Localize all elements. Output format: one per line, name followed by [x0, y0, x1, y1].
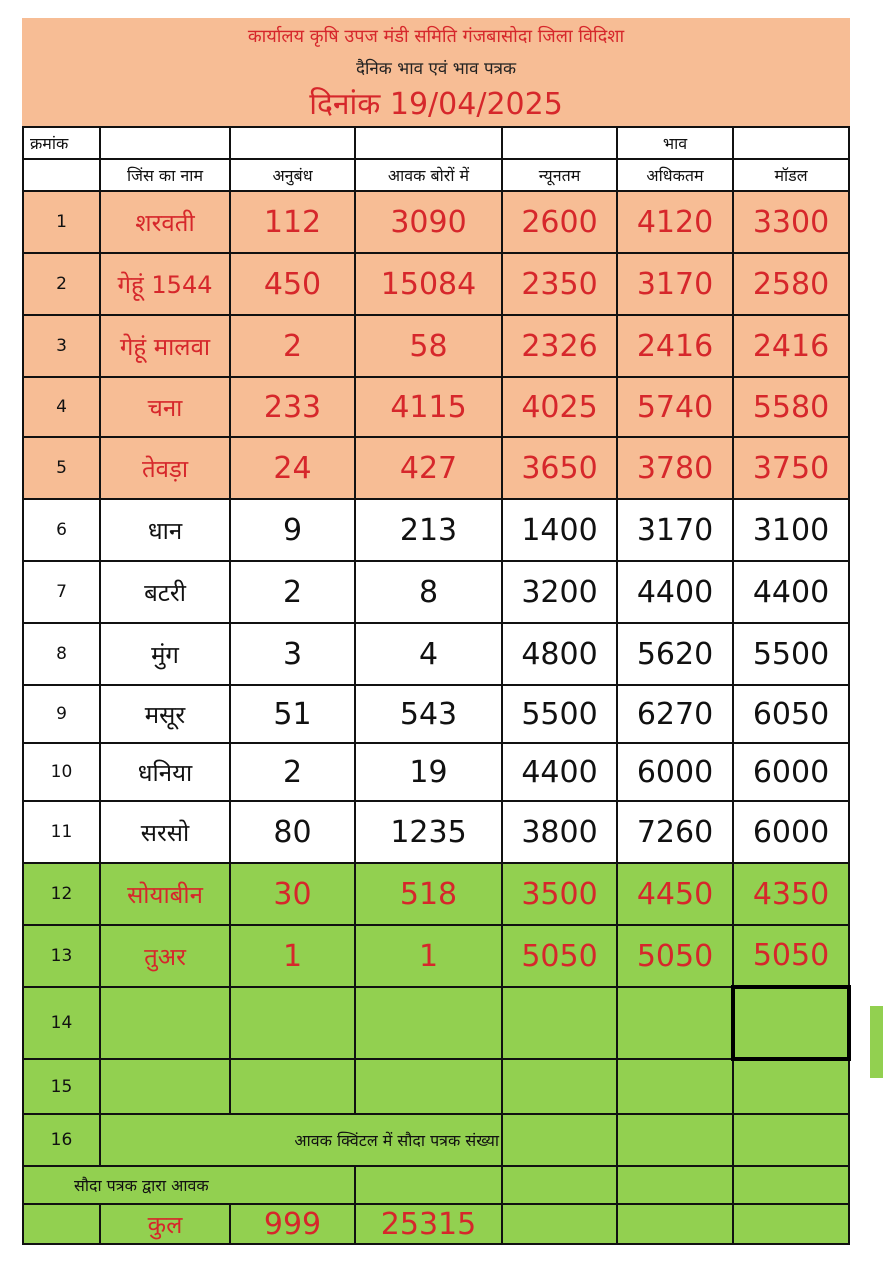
- min-price-cell: 2350: [502, 253, 617, 315]
- total-contract: 999: [230, 1204, 355, 1244]
- commodity-name-cell: गेहूं 1544: [100, 253, 230, 315]
- empty-cell: [355, 987, 502, 1059]
- contract-cell: 233: [230, 377, 355, 437]
- contract-cell: 9: [230, 499, 355, 561]
- col-arrival-header: आवक बोरों में: [355, 159, 502, 191]
- model-price-cell: 5500: [733, 623, 849, 685]
- contract-cell: 2: [230, 743, 355, 801]
- max-price-cell: 5620: [617, 623, 733, 685]
- empty-cell: [733, 1114, 849, 1166]
- max-price-cell: 3170: [617, 253, 733, 315]
- contract-cell: 24: [230, 437, 355, 499]
- commodity-name-cell: मुंग: [100, 623, 230, 685]
- max-price-cell: 6270: [617, 685, 733, 743]
- contract-cell: 80: [230, 801, 355, 863]
- empty-cell: [502, 1114, 617, 1166]
- contract-cell: 450: [230, 253, 355, 315]
- max-price-cell: 5050: [617, 925, 733, 987]
- empty-cell: [617, 1166, 733, 1204]
- commodity-name-cell: चना: [100, 377, 230, 437]
- arrival-cell: 4: [355, 623, 502, 685]
- model-price-cell: 3750: [733, 437, 849, 499]
- model-price-cell: 4400: [733, 561, 849, 623]
- arrival-cell: 427: [355, 437, 502, 499]
- min-price-cell: 5500: [502, 685, 617, 743]
- serial-cell: 1: [23, 191, 100, 253]
- total-row: [23, 1204, 849, 1244]
- table-row: [23, 743, 849, 801]
- contract-cell: 2: [230, 315, 355, 377]
- col-max-header: अधिकतम: [617, 159, 733, 191]
- table-row: [23, 561, 849, 623]
- min-price-cell: 3500: [502, 863, 617, 925]
- empty-cell: [355, 1059, 502, 1114]
- min-price-cell: 2600: [502, 191, 617, 253]
- model-price-cell: 2580: [733, 253, 849, 315]
- table-row: [23, 863, 849, 925]
- model-price-cell: 6000: [733, 801, 849, 863]
- empty-cell: [502, 987, 617, 1059]
- arrival-cell: 19: [355, 743, 502, 801]
- arrival-cell: 1: [355, 925, 502, 987]
- model-price-cell: 5050: [733, 925, 849, 987]
- table-row: [23, 253, 849, 315]
- max-price-cell: 6000: [617, 743, 733, 801]
- max-price-cell: 3780: [617, 437, 733, 499]
- empty-cell: [617, 1114, 733, 1166]
- col-model-header: मॉडल: [733, 159, 849, 191]
- max-price-cell: 7260: [617, 801, 733, 863]
- model-price-cell: 6000: [733, 743, 849, 801]
- col-min-header: न्यूनतम: [502, 159, 617, 191]
- blank-header-cell: [100, 127, 230, 159]
- table-row: [23, 623, 849, 685]
- empty-cell: [230, 987, 355, 1059]
- empty-cell: [100, 987, 230, 1059]
- serial-cell: 2: [23, 253, 100, 315]
- serial-cell: 3: [23, 315, 100, 377]
- model-price-cell: 4350: [733, 863, 849, 925]
- min-price-cell: 4800: [502, 623, 617, 685]
- model-price-cell: 6050: [733, 685, 849, 743]
- sauda-row: [23, 1166, 849, 1204]
- serial-cell: 5: [23, 437, 100, 499]
- empty-cell: [502, 1204, 617, 1244]
- total-arrival: 25315: [355, 1204, 502, 1244]
- green-edge-strip: [870, 1006, 883, 1078]
- serial-cell: 10: [23, 743, 100, 801]
- col-serial-header: क्रमांक: [23, 127, 100, 159]
- arrival-cell: 518: [355, 863, 502, 925]
- max-price-cell: 4450: [617, 863, 733, 925]
- empty-cell: [733, 987, 849, 1059]
- commodity-name-cell: शरवती: [100, 191, 230, 253]
- serial-cell: 12: [23, 863, 100, 925]
- serial-cell: 16: [23, 1114, 100, 1166]
- bhav-group-header: भाव: [617, 127, 733, 159]
- contract-cell: 2: [230, 561, 355, 623]
- min-price-cell: 4400: [502, 743, 617, 801]
- contract-cell: 112: [230, 191, 355, 253]
- commodity-name-cell: मसूर: [100, 685, 230, 743]
- blank-header-cell: [733, 127, 849, 159]
- blank-header-cell: [23, 159, 100, 191]
- serial-cell: 13: [23, 925, 100, 987]
- serial-cell: 11: [23, 801, 100, 863]
- serial-cell: 15: [23, 1059, 100, 1114]
- model-price-cell: 2416: [733, 315, 849, 377]
- empty-cell: [100, 1059, 230, 1114]
- table-row: [23, 925, 849, 987]
- min-price-cell: 5050: [502, 925, 617, 987]
- quintal-note-row: [23, 1114, 849, 1166]
- empty-row: [23, 1059, 849, 1114]
- arrival-cell: 1235: [355, 801, 502, 863]
- arrival-cell: 213: [355, 499, 502, 561]
- model-price-cell: 3300: [733, 191, 849, 253]
- min-price-cell: 1400: [502, 499, 617, 561]
- max-price-cell: 2416: [617, 315, 733, 377]
- min-price-cell: 3800: [502, 801, 617, 863]
- min-price-cell: 2326: [502, 315, 617, 377]
- min-price-cell: 3650: [502, 437, 617, 499]
- commodity-name-cell: धनिया: [100, 743, 230, 801]
- blank-header-cell: [355, 127, 502, 159]
- contract-cell: 30: [230, 863, 355, 925]
- empty-cell: [733, 1059, 849, 1114]
- total-label: कुल: [100, 1204, 230, 1244]
- max-price-cell: 4400: [617, 561, 733, 623]
- contract-cell: 1: [230, 925, 355, 987]
- model-price-cell: 5580: [733, 377, 849, 437]
- sheet-subtitle: दैनिक भाव एवं भाव पत्रक: [355, 59, 517, 79]
- empty-cell: [733, 1166, 849, 1204]
- min-price-cell: 3200: [502, 561, 617, 623]
- serial-cell: 8: [23, 623, 100, 685]
- min-price-cell: 4025: [502, 377, 617, 437]
- sheet-date: दिनांक 19/04/2025: [309, 87, 563, 122]
- col-contract-header: अनुबंध: [230, 159, 355, 191]
- table-row: [23, 499, 849, 561]
- serial-cell: 4: [23, 377, 100, 437]
- arrival-cell: 58: [355, 315, 502, 377]
- col-name-header: जिंस का नाम: [100, 159, 230, 191]
- commodity-name-cell: सोयाबीन: [100, 863, 230, 925]
- empty-row: [23, 987, 849, 1059]
- table-row: [23, 191, 849, 253]
- commodity-name-cell: बटरी: [100, 561, 230, 623]
- commodity-name-cell: तेवड़ा: [100, 437, 230, 499]
- empty-cell: [230, 1059, 355, 1114]
- commodity-name-cell: धान: [100, 499, 230, 561]
- rate-sheet: [22, 18, 850, 1248]
- max-price-cell: 3170: [617, 499, 733, 561]
- rates-table: [22, 126, 851, 1245]
- header-row-top: [23, 127, 849, 159]
- quintal-note: आवक क्विंटल में सौदा पत्रक संख्या: [100, 1114, 502, 1166]
- header-row-columns: [23, 159, 849, 191]
- arrival-cell: 4115: [355, 377, 502, 437]
- serial-cell: 14: [23, 987, 100, 1059]
- commodity-name-cell: तुअर: [100, 925, 230, 987]
- blank-header-cell: [502, 127, 617, 159]
- office-title: कार्यालय कृषि उपज मंडी समिति गंजबासोदा जिला विदिशा: [247, 26, 625, 47]
- empty-cell: [617, 1204, 733, 1244]
- table-row: [23, 377, 849, 437]
- empty-cell: [502, 1166, 617, 1204]
- max-price-cell: 5740: [617, 377, 733, 437]
- arrival-cell: 15084: [355, 253, 502, 315]
- table-row: [23, 315, 849, 377]
- model-price-cell: 3100: [733, 499, 849, 561]
- empty-cell: [355, 1166, 502, 1204]
- arrival-cell: 8: [355, 561, 502, 623]
- commodity-name-cell: गेहूं मालवा: [100, 315, 230, 377]
- arrival-cell: 3090: [355, 191, 502, 253]
- empty-cell: [23, 1204, 100, 1244]
- serial-cell: 6: [23, 499, 100, 561]
- sauda-label: सौदा पत्रक द्वारा आवक: [23, 1166, 355, 1204]
- table-row: [23, 685, 849, 743]
- table-row: [23, 801, 849, 863]
- serial-cell: 7: [23, 561, 100, 623]
- max-price-cell: 4120: [617, 191, 733, 253]
- serial-cell: 9: [23, 685, 100, 743]
- arrival-cell: 543: [355, 685, 502, 743]
- contract-cell: 51: [230, 685, 355, 743]
- contract-cell: 3: [230, 623, 355, 685]
- empty-cell: [502, 1059, 617, 1114]
- commodity-name-cell: सरसो: [100, 801, 230, 863]
- empty-cell: [617, 987, 733, 1059]
- empty-cell: [733, 1204, 849, 1244]
- empty-cell: [617, 1059, 733, 1114]
- blank-header-cell: [230, 127, 355, 159]
- sheet-header: [22, 18, 850, 126]
- table-row: [23, 437, 849, 499]
